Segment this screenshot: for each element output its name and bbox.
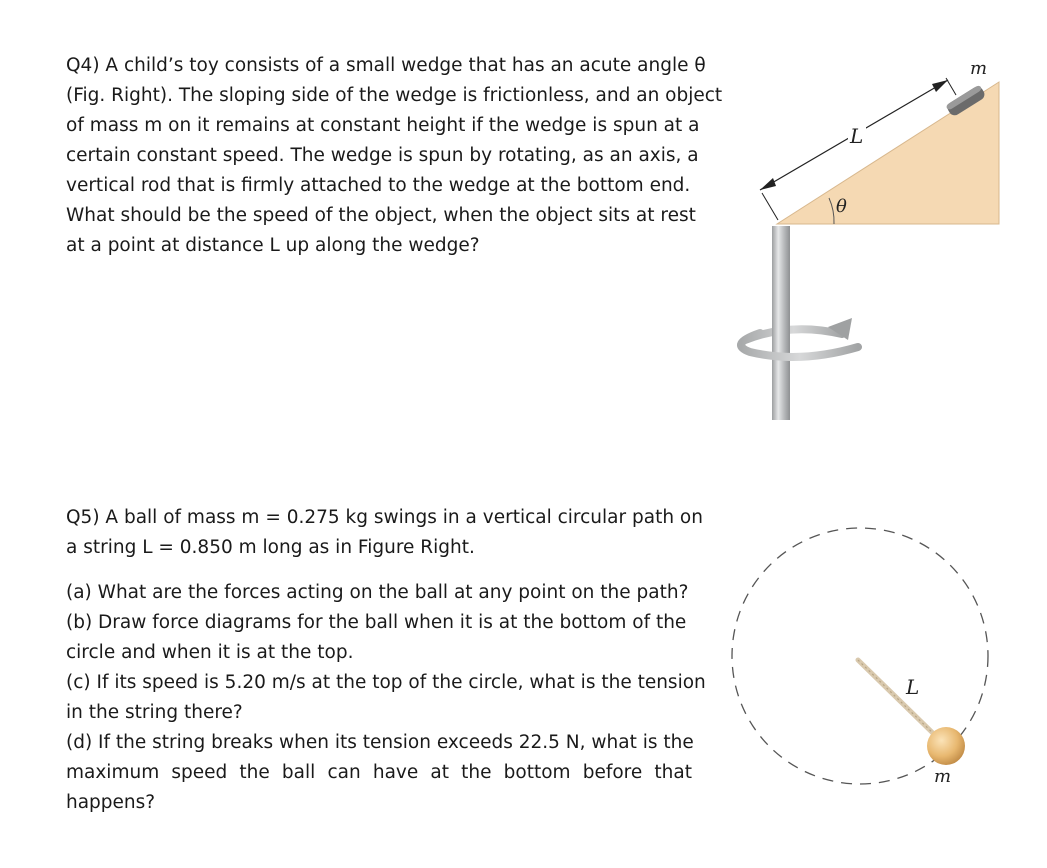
q5-part-b-1: (b) Draw force diagrams for the ball when it is at the bottom of the — [66, 612, 687, 633]
q5-part-c-2: in the string there? — [66, 702, 243, 723]
q4-line-2: (Fig. Right). The sloping side of the wedge is frictionless, and an object — [66, 85, 723, 106]
label-m-wedge: m — [970, 58, 988, 79]
ball — [927, 727, 965, 765]
label-m-pendulum: m — [934, 766, 952, 787]
q4-line-6: What should be the speed of the object, when the object sits at rest — [66, 205, 696, 226]
label-theta: θ — [836, 196, 847, 217]
q5-part-b-2: circle and when it is at the top. — [66, 642, 354, 663]
q5-intro-line-2: a string L = 0.850 m long as in Figure Right. — [66, 537, 475, 558]
q4-line-5: vertical rod that is firmly attached to the wedge at the bottom end. — [66, 175, 691, 196]
string — [858, 660, 942, 742]
q5-part-d-2: maximum speed the ball can have at the bottom before that — [66, 762, 692, 783]
q4-line-7: at a point at distance L up along the wedge? — [66, 235, 480, 256]
q4-line-4: certain constant speed. The wedge is spun by rotating, as an axis, a — [66, 145, 699, 166]
q5-part-a: (a) What are the forces acting on the ball at any point on the path? — [66, 582, 689, 603]
q5-part-d-1: (d) If the string breaks when its tension exceeds 22.5 N, what is the — [66, 732, 694, 753]
label-L-pendulum: L — [906, 675, 920, 699]
q5-part-c-1: (c) If its speed is 5.20 m/s at the top of the circle, what is the tension — [66, 672, 706, 693]
q5-intro-line-1: Q5) A ball of mass m = 0.275 kg swings in a vertical circular path on — [66, 507, 703, 528]
label-L-wedge: L — [850, 124, 864, 148]
q4-line-3: of mass m on it remains at constant height if the wedge is spun at a — [66, 115, 700, 136]
q4-line-1: Q4) A child’s toy consists of a small wedge that has an acute angle θ — [66, 55, 706, 76]
q5-part-d-3: happens? — [66, 792, 156, 813]
